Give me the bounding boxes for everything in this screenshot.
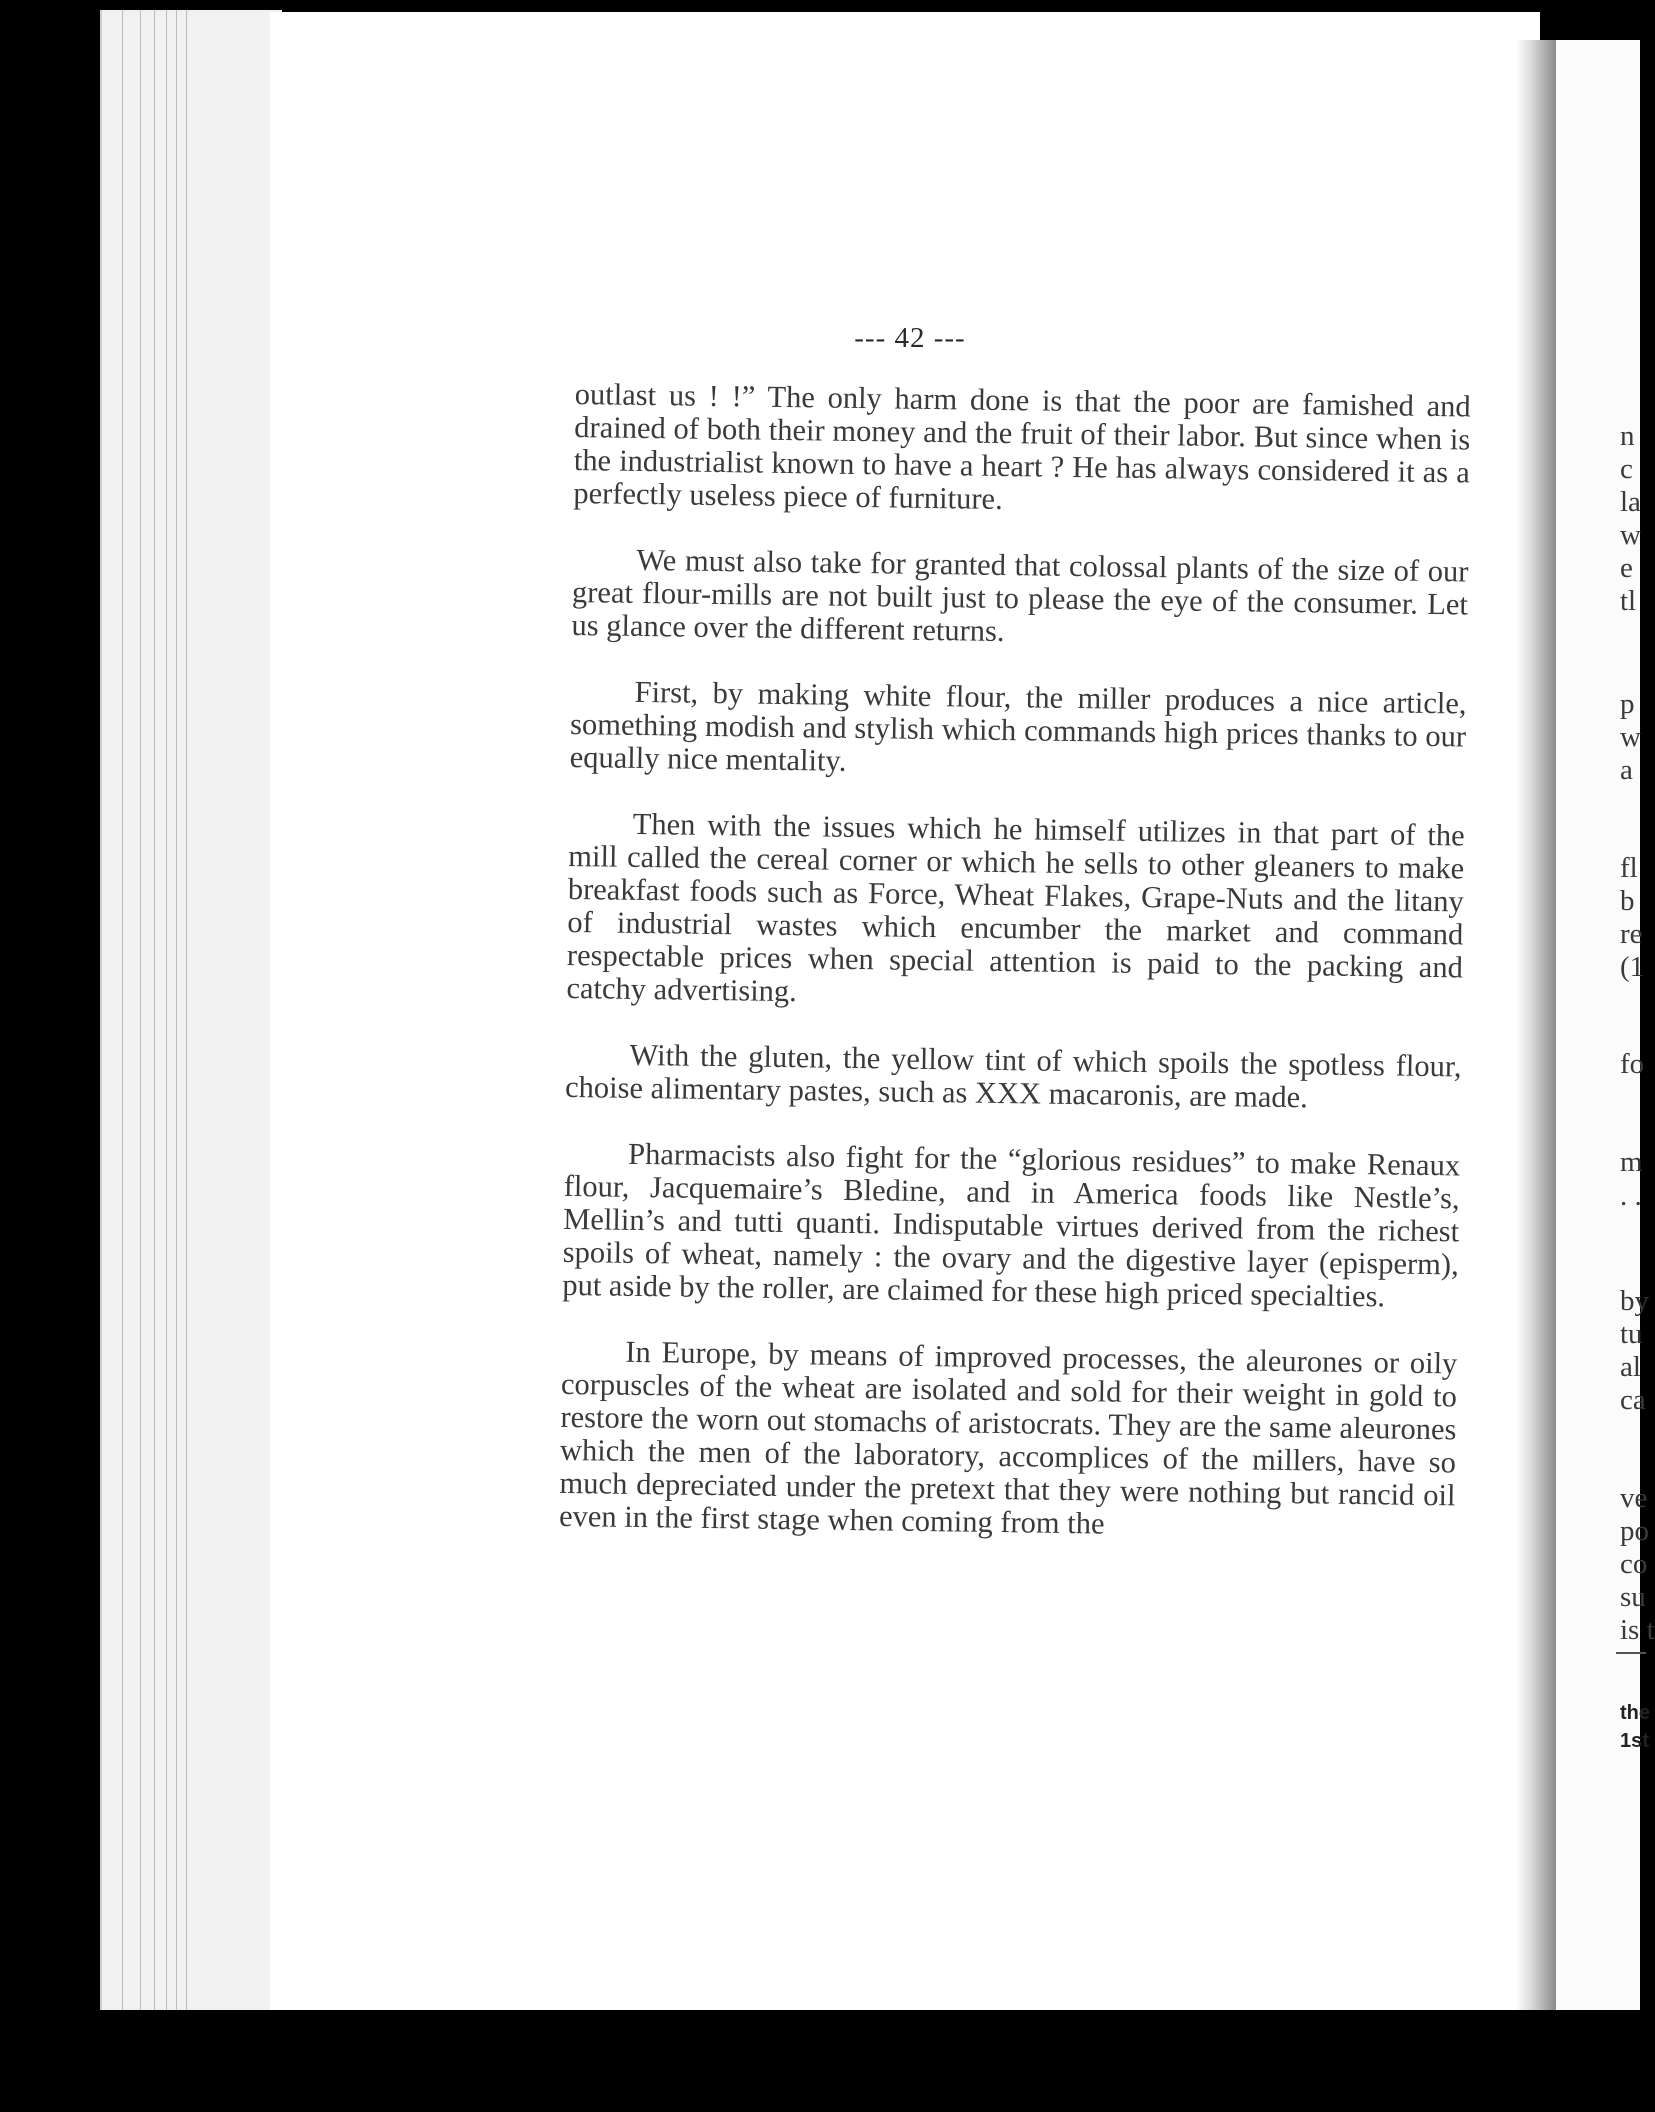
next-page-text-fragment: su bbox=[1620, 1581, 1646, 1613]
next-page-text-fragment: tl bbox=[1620, 585, 1637, 617]
next-page-footnote-fragment: the bbox=[1620, 1702, 1650, 1724]
paragraph: Pharmacists also fight for the “glorious residues” to make Renaux flour, Jacquemaire’s Bledine, and in America foods like Nestle’s, Mellin’s and tutti quanti. Indisputable virtues derived from the richest spoils of wheat, namely : the ovary and the digestive layer (episperm), put aside by the roller, are claimed for these high priced specialties. bbox=[562, 1136, 1461, 1314]
paragraph: First, by making white flour, the miller produces a nice article, something modish and stylish which commands high prices thanks to our equally nice mentality. bbox=[569, 674, 1467, 778]
footnote-rule bbox=[1616, 1652, 1646, 1654]
paragraph: outlast us ! !” The only harm done is that the poor are famished and drained of both their money and the fruit of their labor. But since when is the industrialist known to have a heart ? He has always considered it as a perfectly useless piece of furniture. bbox=[573, 377, 1471, 516]
paragraph: In Europe, by means of improved processes, the aleurones or oily corpuscles of the wheat are isolated and sold for their weight in gold to restore the worn out stomachs of aristocrats. They are the same aleurones which the men of the laboratory, accomplices of the millers, have so much depreciated under the pretext that they were nothing but rancid oil even in the first stage when coming from the bbox=[558, 1334, 1458, 1541]
next-page-text-fragment: tu bbox=[1620, 1318, 1643, 1350]
next-page-text-fragment: n bbox=[1620, 420, 1635, 452]
next-page-text-fragment: . . bbox=[1620, 1180, 1642, 1212]
book-gutter-shadow bbox=[1516, 40, 1556, 2020]
next-page-footnote-fragment: 1st bbox=[1620, 1730, 1649, 1752]
next-page-text-fragment: p bbox=[1620, 688, 1635, 720]
next-page-text-fragment: by bbox=[1620, 1285, 1649, 1317]
page-edge-line bbox=[154, 10, 155, 2010]
next-page-text-fragment: ve bbox=[1620, 1482, 1648, 1514]
next-page-text-fragment: c bbox=[1620, 453, 1633, 485]
next-page-text-fragment: ca bbox=[1620, 1384, 1646, 1416]
next-page-text-fragment: m bbox=[1620, 1146, 1643, 1178]
next-page-text-fragment: co bbox=[1620, 1548, 1648, 1580]
next-page-edge bbox=[1556, 40, 1655, 2030]
next-page-text-fragment: (1 bbox=[1620, 951, 1645, 983]
next-page-text-fragment: fl bbox=[1620, 852, 1638, 884]
page-edge-line bbox=[140, 10, 141, 2010]
next-page-text-fragment: re bbox=[1620, 918, 1643, 950]
paragraph: We must also take for granted that colossal plants of the size of our great flour-mills are not built just to please the eye of the consumer. Let us glance over the different returns. bbox=[571, 542, 1469, 649]
paragraph: Then with the issues which he himself utilizes in that part of the mill called the cereal corner or which he sells to other gleaners to make breakfast foods such as Force, Wheat Flakes, Grape-Nuts and the litany of industrial wastes which encumber the market and command respectable prices when special attention is paid to the packing and catchy advertising. bbox=[566, 806, 1465, 1009]
next-page-text-fragment: e bbox=[1620, 552, 1633, 584]
next-page-text-fragment: la bbox=[1620, 486, 1641, 518]
next-page-text-fragment: w bbox=[1620, 721, 1641, 753]
page-edge-line bbox=[122, 10, 123, 2010]
next-page-text-fragment: a bbox=[1620, 754, 1633, 786]
next-page-text-fragment: w bbox=[1620, 519, 1641, 551]
page-edge-line bbox=[176, 10, 177, 2010]
next-page-text-fragment: al bbox=[1620, 1351, 1641, 1383]
scan-border bbox=[0, 2010, 1640, 2112]
next-page-text-fragment: is t bbox=[1620, 1614, 1655, 1646]
next-page-text-fragment: fo bbox=[1620, 1048, 1645, 1080]
page-body-text bbox=[558, 378, 1470, 1578]
next-page-text-fragment: b bbox=[1620, 885, 1635, 917]
page-edge-line bbox=[166, 10, 167, 2010]
next-page-text-fragment: po bbox=[1620, 1515, 1649, 1547]
paragraph: With the gluten, the yellow tint of which spoils the spotless flour, choise alimentary pastes, such as XXX macaronis, are made. bbox=[564, 1037, 1462, 1115]
stacked-page-edges bbox=[100, 10, 282, 2010]
page-number: --- 42 --- bbox=[854, 322, 966, 354]
page-edge-line bbox=[186, 10, 187, 2010]
